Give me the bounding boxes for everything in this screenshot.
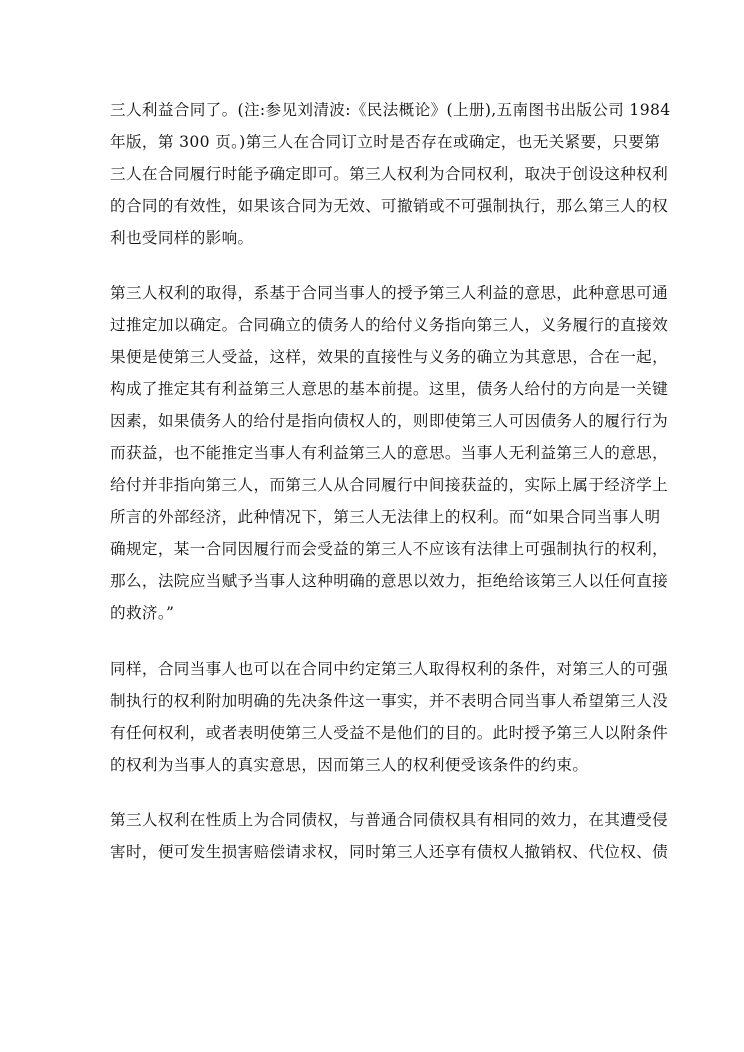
text-line: 三人利益合同了。(注:参见刘清波:《民法概论》(上册),五南图书出版公司 1984 <box>110 101 671 119</box>
text-line: 确规定，某一合同因履行而会受益的第三人不应该有法律上可强制执行的权利， <box>110 540 669 558</box>
text-line: 构成了推定其有利益第三人意思的基本前提。这里，债务人给付的方向是一关键 <box>110 380 669 398</box>
text-line: 过推定加以确定。合同确立的债务人的给付义务指向第三人，义务履行的直接效 <box>110 316 669 334</box>
text-line: 利也受同样的影响。 <box>110 229 254 247</box>
paragraph-4 <box>110 804 669 868</box>
text-line: 年版，第 300 页。)第三人在合同订立时是否存在或确定，也无关紧要，只要第 <box>110 133 661 151</box>
paragraph-3 <box>110 653 669 781</box>
text-line: 的权利为当事人的真实意思，因而第三人的权利便受该条件的约束。 <box>110 756 589 774</box>
text-line: 因素，如果债务人的给付是指向债权人的，则即使第三人可因债务人的履行行为 <box>110 412 669 430</box>
text-line: 而获益，也不能推定当事人有利益第三人的意思。当事人无利益第三人的意思， <box>110 444 669 462</box>
text-line: 害时，便可发生损害赔偿请求权，同时第三人还享有债权人撤销权、代位权、债 <box>110 843 669 861</box>
paragraph-2 <box>110 277 669 629</box>
text-line: 三人在合同履行时能予确定即可。第三人权利为合同权利，取决于创设这种权利 <box>110 165 669 183</box>
text-line: 同样，合同当事人也可以在合同中约定第三人取得权利的条件，对第三人的可强 <box>110 660 669 678</box>
document-page <box>110 94 671 868</box>
text-line: 制执行的权利附加明确的先决条件这一事实，并不表明合同当事人希望第三人没 <box>110 692 669 710</box>
text-line: 第三人权利在性质上为合同债权，与普通合同债权具有相同的效力，在其遭受侵 <box>110 811 669 829</box>
text-line: 果便是使第三人受益，这样，效果的直接性与义务的确立为其意思，合在一起， <box>110 348 669 366</box>
text-line: 那么，法院应当赋予当事人这种明确的意思以效力，拒绝给该第三人以任何直接 <box>110 572 669 590</box>
text-line: 有任何权利，或者表明使第三人受益不是他们的目的。此时授予第三人以附条件 <box>110 724 669 742</box>
paragraph-1 <box>110 94 671 254</box>
text-line: 的合同的有效性，如果该合同为无效、可撤销或不可强制执行，那么第三人的权 <box>110 197 669 215</box>
text-line: 第三人权利的取得，系基于合同当事人的授予第三人利益的意思，此种意思可通 <box>110 284 669 302</box>
text-line: 所言的外部经济，此种情况下，第三人无法律上的权利。而“如果合同当事人明 <box>110 508 661 526</box>
text-line: 的救济。” <box>110 604 175 622</box>
text-line: 给付并非指向第三人，而第三人从合同履行中间接获益的，实际上属于经济学上 <box>110 476 669 494</box>
